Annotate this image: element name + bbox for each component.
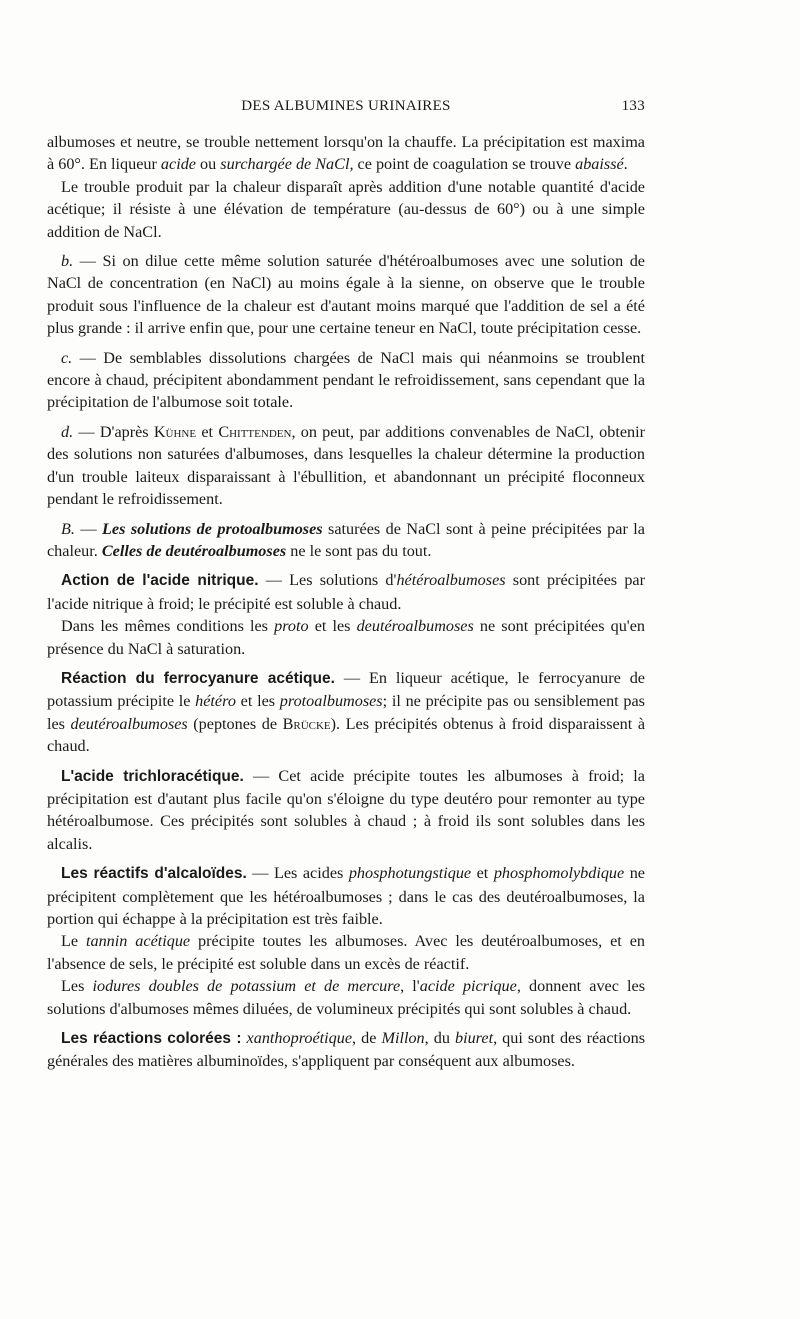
section-heading: L'acide trichloracétique. [61, 767, 244, 785]
paragraph-2: Le trouble produit par la chaleur disparaît après addition d'une notable quantité d'acide acétique; il résiste à une élévation de température (au-dessus de 60°) ou à une simple addition de NaCl. [47, 177, 645, 241]
paragraph-proto-deutero: Dans les mêmes conditions les proto et les deutéroalbumoses ne sont précipitées qu'en présence du NaCl à saturation. [47, 617, 645, 658]
section-ferrocyanure: Réaction du ferrocyanure acétique. — En liqueur acétique, le ferrocyanure de potassium précipite le hétéro et les protoalbumoses; il ne précipite pas ou sensiblement pas les deutéroalbumoses (peptones de Brücke). Les précipités obtenus à froid disparaissent à chaud. [47, 668, 645, 756]
section-reactifs-alcaloides: Les réactifs d'alcaloïdes. — Les acides phosphotungstique et phosphomolybdique ne précipitent complètement que les hétéroalbumoses ; dans le cas des deutéroalbumoses, la portion qui échappe à la précipitation est très faible. [47, 864, 645, 928]
author-chittenden: Chittenden [218, 422, 292, 441]
author-kuhne: Kühne [153, 422, 197, 441]
section-heading: Réaction du ferrocyanure acétique. [61, 669, 335, 687]
section-heading: Les réactions colorées : [61, 1030, 242, 1048]
author-brucke: Brücke [282, 714, 331, 733]
body-text [47, 131, 645, 1080]
page-number: 133 [621, 98, 645, 114]
section-trichloracetique: L'acide trichloracétique. — Cet acide précipite toutes les albumoses à froid; la précipitation est d'autant plus facile qu'on s'éloigne du type deutéro pour remonter au type hétéroalbumose. Ces précipités sont solubles à chaud ; à froid ils sont solubles dans les alcalis. [47, 766, 645, 853]
section-heading: Les réactifs d'alcaloïdes. [61, 865, 247, 883]
section-acide-nitrique: Action de l'acide nitrique. — Les solutions d'hétéroalbumoses sont précipitées par l'acide nitrique à froid; le précipité est soluble à chaud. [47, 571, 645, 613]
paragraph-tannin: Le tannin acétique précipite toutes les albumoses. Avec les deutéroalbumoses, et en l'absence de sels, le précipité est soluble dans un excès de réactif. [47, 932, 645, 973]
section-heading: Action de l'acide nitrique. [61, 572, 259, 590]
paragraph-b: b. — Si on dilue cette même solution saturée d'hétéroalbumoses avec une solution de NaCl de concentration (en NaCl) au moins égale à la sienne, on observe que le trouble produit sous l'influence de la chaleur est d'autant moins marqué que l'addition de sel a été plus grande : il arrive enfin que, pour une certaine teneur en NaCl, toute précipitation cesse. [47, 252, 645, 338]
running-title: DES ALBUMINES URINAIRES [241, 98, 451, 114]
paragraph-1: albumoses et neutre, se trouble nettement lorsqu'on la chauffe. La précipitation est maxima à 60°. En liqueur acide ou surchargée de NaCl, ce point de coagulation se trouve abaissé. [47, 133, 645, 174]
section-reactions-colorees: Les réactions colorées : xanthoproétique, de Millon, du biuret, qui sont des réactions générales des matières albuminoïdes, s'appliquent par conséquent aux albumoses. [47, 1029, 646, 1071]
paragraph-d: d. — D'après Kühne et Chittenden, on peut, par additions convenables de NaCl, obtenir des solutions non saturées d'albumoses, dans lesquelles la chaleur détermine la production d'un trouble laiteux disparaissant à l'ébullition, et abandonnant un précipité floconneux pendant le refroidissement. [47, 422, 645, 509]
running-header [47, 98, 645, 115]
paragraph-c: c. — De semblables dissolutions chargées de NaCl mais qui néanmoins se troublent encore à chaud, précipitent abondamment pendant le refroidissement, sans cependant que la précipitation de l'albumose soit totale. [47, 348, 645, 412]
paragraph-iodures: Les iodures doubles de potassium et de mercure, l'acide picrique, donnent avec les solutions d'albumoses mêmes diluées, de volumineux précipités qui sont solubles à chaud. [47, 977, 646, 1018]
paragraph-B: B. — Les solutions de protoalbumoses saturées de NaCl sont à peine précipitées par la chaleur. Celles de deutéroalbumoses ne le sont pas du tout. [47, 519, 645, 560]
